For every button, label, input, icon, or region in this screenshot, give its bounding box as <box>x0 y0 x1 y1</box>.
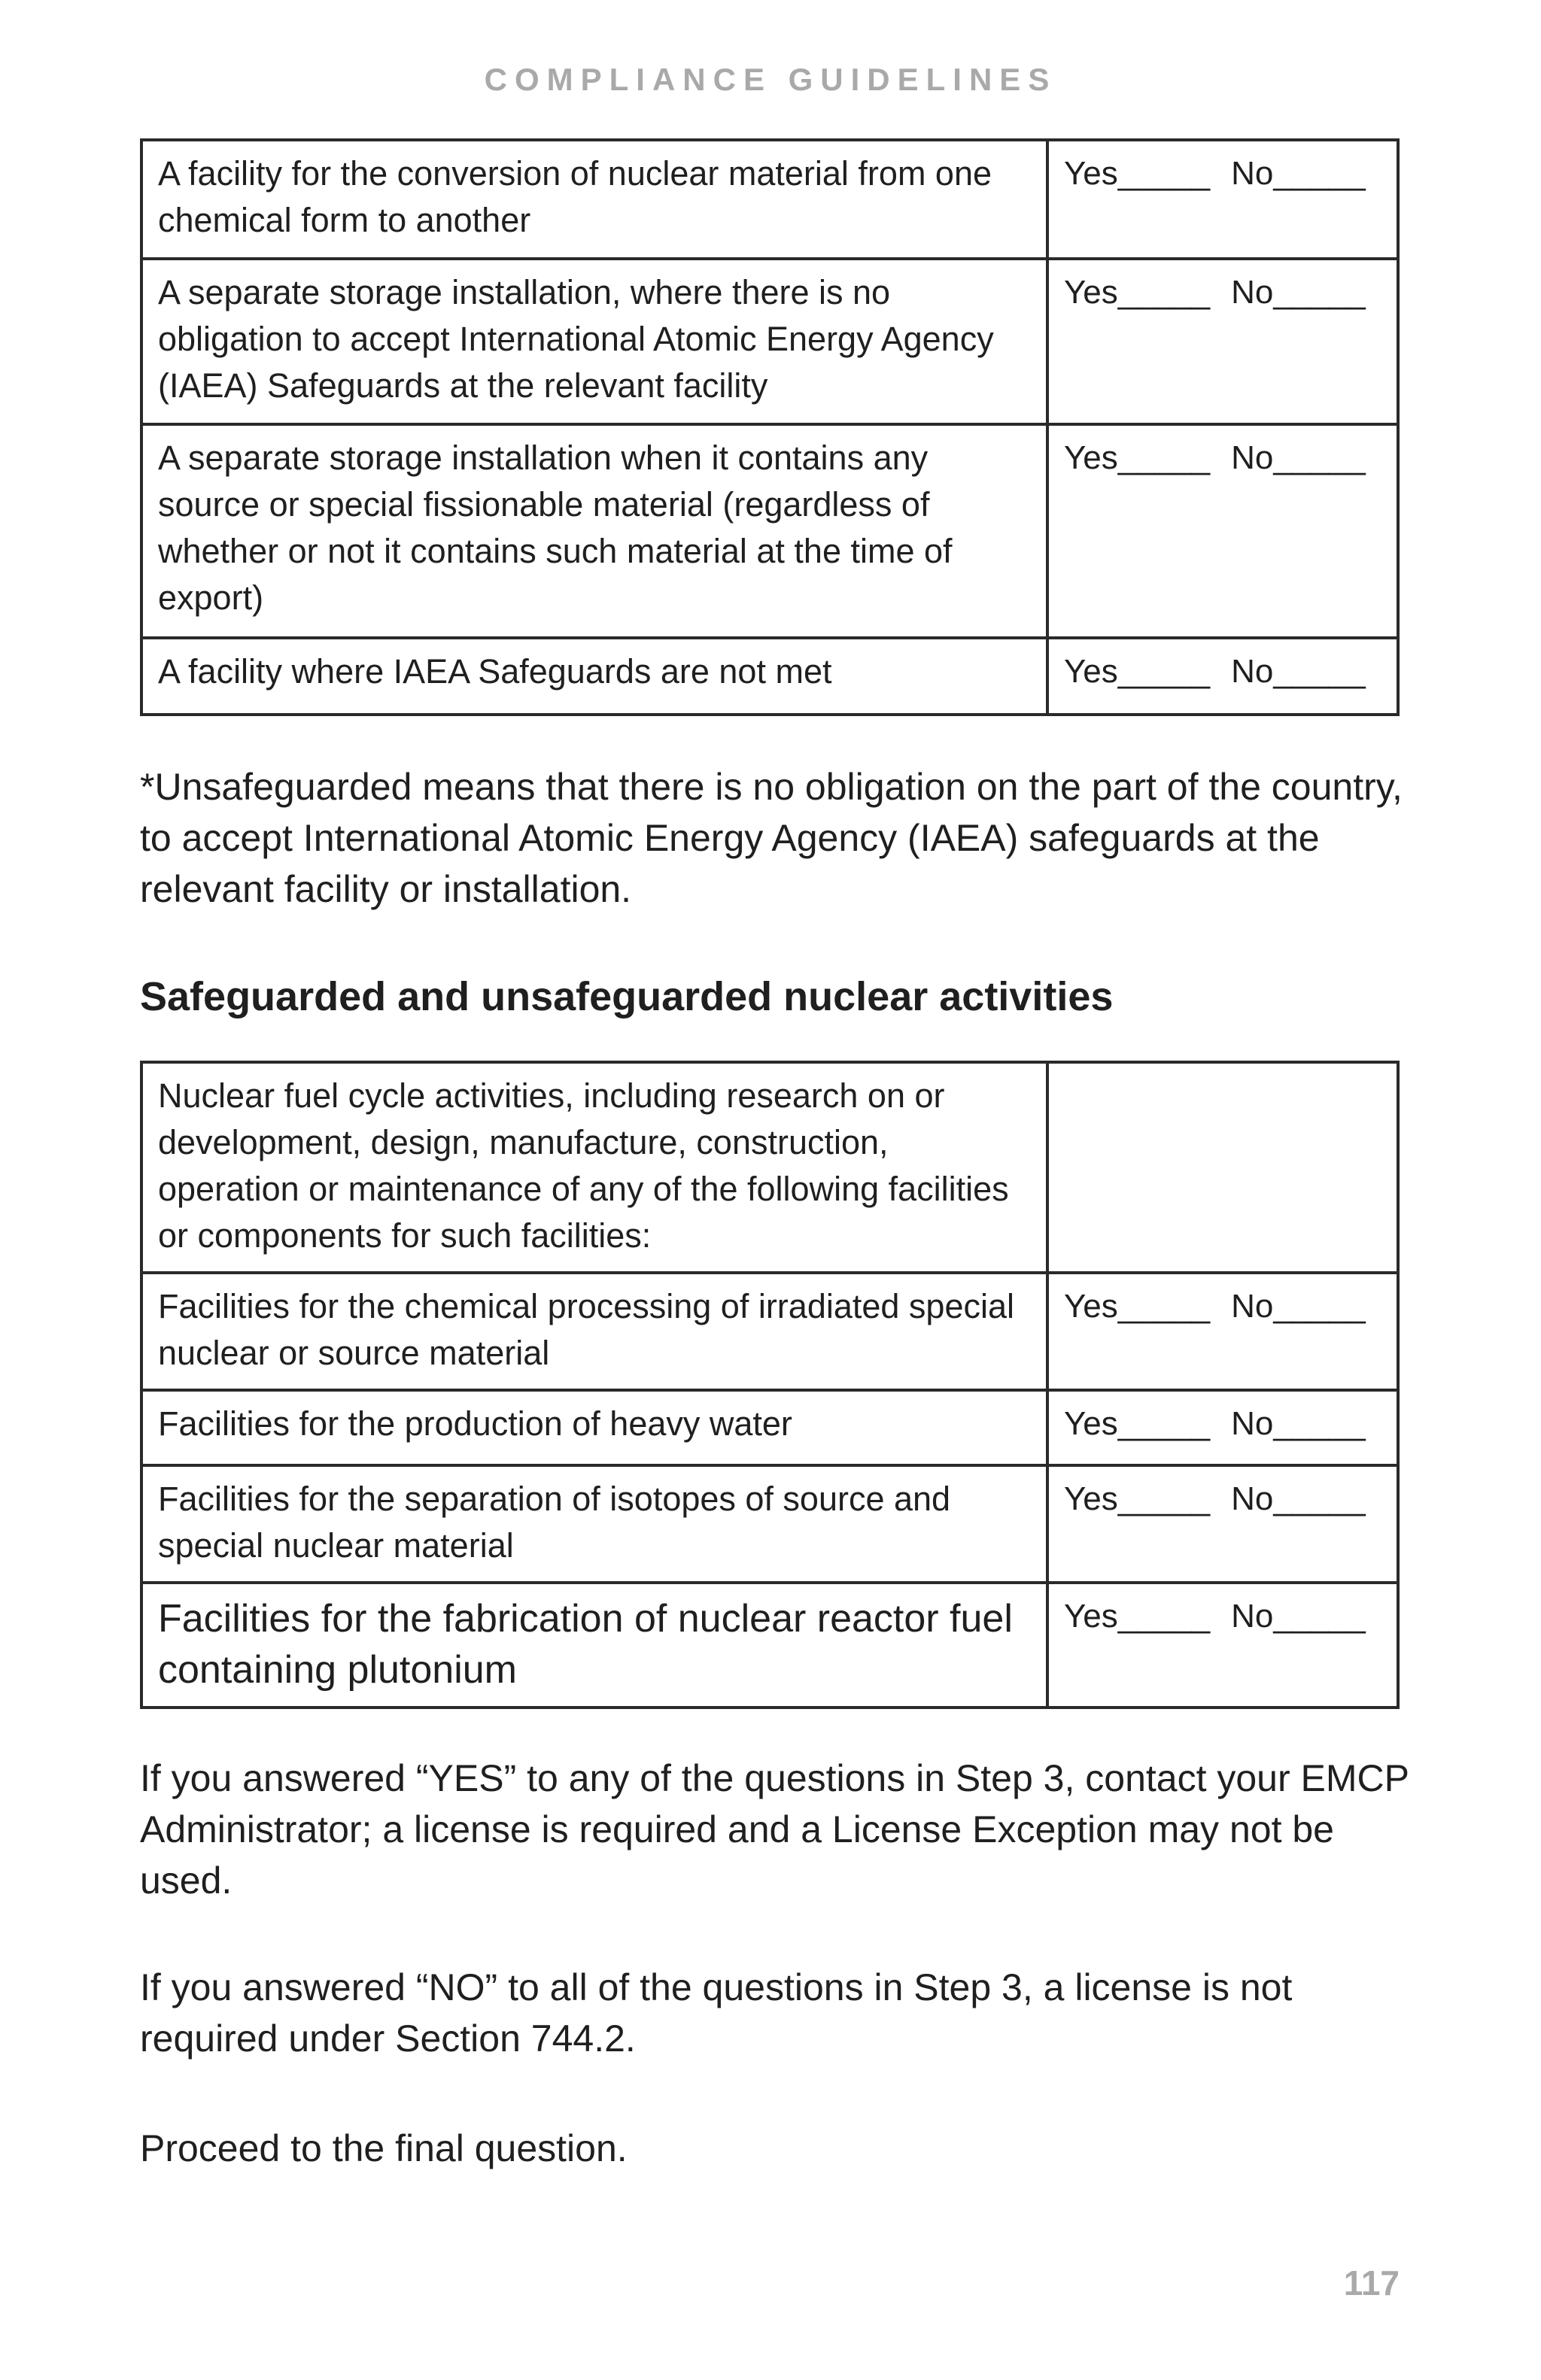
facility-questions-table <box>140 138 1400 716</box>
no-blank[interactable]: No_____ <box>1231 1598 1366 1635</box>
table-row <box>141 424 1398 638</box>
no-blank[interactable]: No_____ <box>1231 1480 1366 1517</box>
yes-blank[interactable]: Yes_____ <box>1064 155 1211 192</box>
yes-blank[interactable]: Yes_____ <box>1064 1480 1211 1517</box>
table-row <box>141 1273 1398 1390</box>
yes-blank[interactable]: Yes_____ <box>1064 1288 1211 1325</box>
no-blank[interactable]: No_____ <box>1231 653 1366 690</box>
no-blank[interactable]: No_____ <box>1231 1288 1366 1325</box>
yes-blank[interactable]: Yes_____ <box>1064 1405 1211 1442</box>
section-heading: Safeguarded and unsafeguarded nuclear activities <box>140 974 1114 1019</box>
question-cell: A facility where IAEA Safeguards are not met <box>141 638 1047 715</box>
activities-questions-table <box>140 1061 1400 1709</box>
no-blank[interactable]: No_____ <box>1231 439 1366 476</box>
question-cell: A separate storage installation, where there is no obligation to accept International Atomic Energy Agency (IAEA) Safeguards at the relevant facility <box>141 259 1047 424</box>
answer-cell <box>1047 1583 1398 1708</box>
answer-cell <box>1047 140 1398 259</box>
question-cell: A facility for the conversion of nuclear material from one chemical form to another <box>141 140 1047 259</box>
yes-blank[interactable]: Yes_____ <box>1064 653 1211 690</box>
answer-cell <box>1047 1273 1398 1390</box>
question-cell: Facilities for the separation of isotopes of source and special nuclear material <box>141 1465 1047 1583</box>
empty-answer-cell <box>1047 1062 1398 1273</box>
question-cell: Facilities for the production of heavy water <box>141 1390 1047 1465</box>
no-blank[interactable]: No_____ <box>1231 155 1366 192</box>
table-row <box>141 1465 1398 1583</box>
yes-blank[interactable]: Yes_____ <box>1064 439 1211 476</box>
no-blank[interactable]: No_____ <box>1231 274 1366 311</box>
question-cell: Facilities for the chemical processing of irradiated special nuclear or source material <box>141 1273 1047 1390</box>
unsafeguarded-footnote: *Unsafeguarded means that there is no obligation on the part of the country, to accept International Atomic Energy Agency (IAEA) safeguards at the relevant facility or installation. <box>140 766 1403 910</box>
no-blank[interactable]: No_____ <box>1231 1405 1366 1442</box>
answer-cell <box>1047 638 1398 715</box>
yes-blank[interactable]: Yes_____ <box>1064 1598 1211 1635</box>
page-number: 117 <box>1343 2263 1400 2303</box>
answer-cell <box>1047 259 1398 424</box>
table-row <box>141 638 1398 715</box>
intro-cell: Nuclear fuel cycle activities, including research on or development, design, manufacture, construction, operation or maintenance of any of the following facilities or components for such facilities: <box>141 1062 1047 1273</box>
table-row <box>141 1062 1398 1273</box>
table-row <box>141 259 1398 424</box>
proceed-paragraph: Proceed to the final question. <box>140 2127 628 2169</box>
question-cell: A separate storage installation when it contains any source or special fissionable material (regardless of whether or not it contains such material at the time of export) <box>141 424 1047 638</box>
answer-cell <box>1047 1390 1398 1465</box>
table-row <box>141 140 1398 259</box>
running-header: COMPLIANCE GUIDELINES <box>484 62 1057 97</box>
answer-cell <box>1047 424 1398 638</box>
table-row <box>141 1390 1398 1465</box>
no-answer-paragraph: If you answered “NO” to all of the questions in Step 3, a license is not required under Section 744.2. <box>140 1966 1293 2060</box>
answer-cell <box>1047 1465 1398 1583</box>
question-cell: Facilities for the fabrication of nuclear reactor fuel containing plutonium <box>141 1583 1047 1708</box>
yes-blank[interactable]: Yes_____ <box>1064 274 1211 311</box>
table-row <box>141 1583 1398 1708</box>
yes-answer-paragraph: If you answered “YES” to any of the questions in Step 3, contact your EMCP Administrator; a license is required and a License Exception may not be used. <box>140 1757 1409 1902</box>
